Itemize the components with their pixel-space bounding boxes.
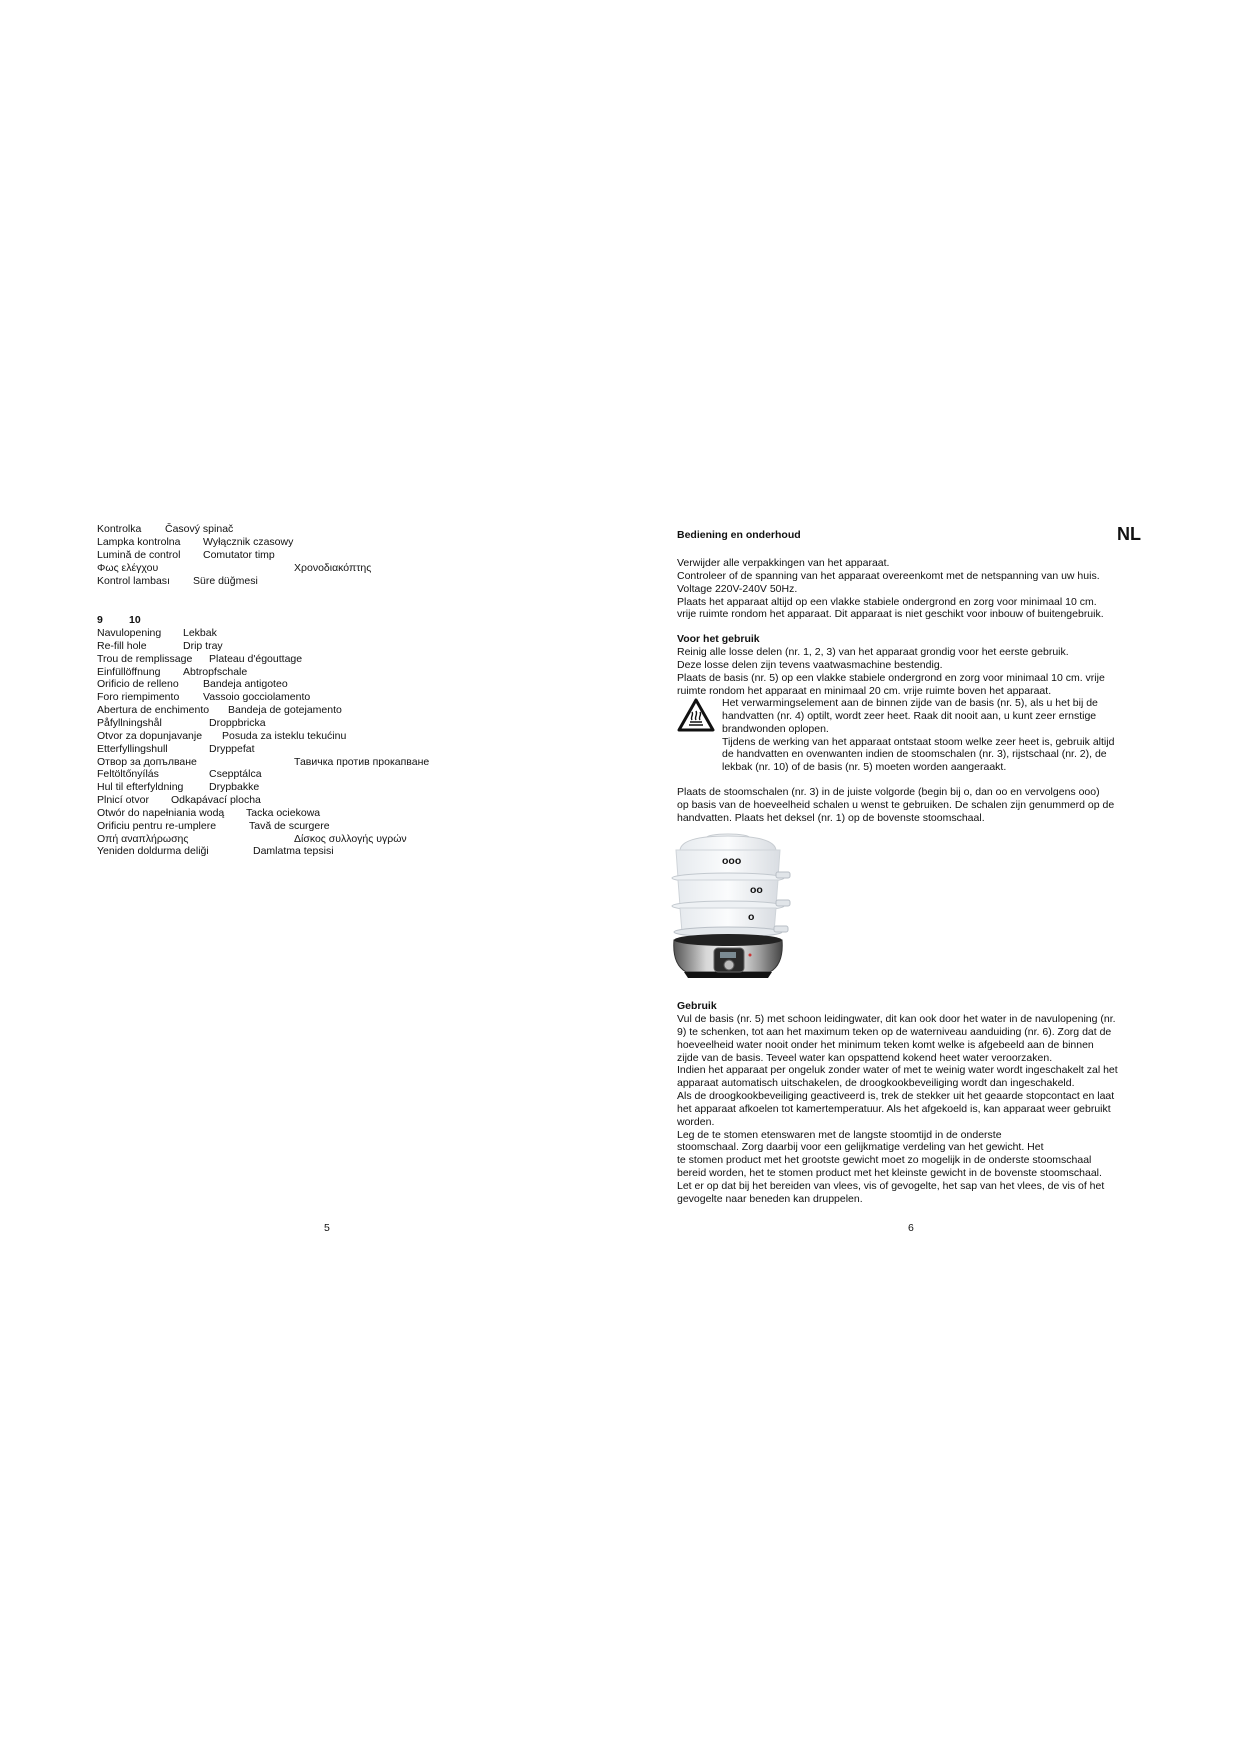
intro-paragraph	[677, 557, 1104, 621]
text-line: zijde van de basis. Teveel water kan opspattend kokend heet water veroorzaken.	[677, 1051, 1053, 1064]
part-name: Süre düğmesi	[193, 575, 258, 587]
part-name: Vassoio gocciolamento	[203, 691, 311, 704]
part-name: Påfyllningshål	[97, 716, 162, 729]
parts-columns-header	[97, 614, 197, 627]
section-title: Bediening en onderhoud	[677, 529, 801, 541]
part-name: Odkapávací plocha	[171, 794, 261, 807]
part-name: Einfüllöffnung	[97, 665, 161, 678]
column-number: 9	[97, 614, 103, 626]
text-line: brandwonden oplopen.	[722, 722, 829, 735]
warning-hot-surface-icon	[677, 698, 715, 732]
part-name: Plnicí otvor	[97, 794, 149, 807]
part-name: Drip tray	[183, 639, 223, 652]
part-name: Dryppefat	[209, 742, 255, 755]
text-line: de handvatten en ovenwanten indien de stoomschalen (nr. 3), rijstschaal (nr. 2), de	[722, 748, 1107, 761]
text-line: op basis van de hoeveelheid schalen u wenst te gebruiken. De schalen zijn genummerd op de	[677, 798, 1115, 811]
part-name: Tavă de scurgere	[249, 819, 330, 832]
part-name: Časový spinač	[165, 523, 234, 535]
part-name: Plateau d'égouttage	[209, 652, 303, 665]
part-name: Тавичка против прокапване	[294, 755, 430, 768]
before-use-heading: Voor het gebruik	[677, 633, 760, 645]
parts-list	[97, 627, 497, 857]
part-name: Lekbak	[183, 627, 217, 639]
text-line: Plaats het apparaat altijd op een vlakke stabiele ondergrond en zorg voor minimaal 10 cm.	[677, 595, 1097, 608]
part-name: Orificio de relleno	[97, 678, 179, 691]
part-name: Tacka ociekowa	[246, 806, 321, 819]
tray-label-middle: oo	[750, 884, 763, 896]
use-heading: Gebruik	[677, 1000, 717, 1012]
part-name: Orificiu pentru re-umplere	[97, 819, 217, 832]
text-line: gevogelte naar beneden kan druppelen.	[677, 1192, 863, 1205]
part-name: Wyłącznik czasowy	[203, 536, 294, 548]
part-name: Abtropfschale	[183, 665, 248, 678]
part-name: Foro riempimento	[97, 691, 180, 704]
page-number: 5	[324, 1222, 330, 1234]
text-line: lekbak (nr. 10) of de basis (nr. 5) moeten worden aangeraakt.	[722, 761, 1007, 774]
part-name: Droppbricka	[209, 716, 266, 729]
part-name: Abertura de enchimento	[97, 704, 210, 717]
text-line: Plaats de basis (nr. 5) op een vlakke stabiele ondergrond en zorg voor minimaal 10 cm. vrije	[677, 671, 1105, 684]
warning-paragraph	[722, 697, 1114, 774]
text-line: handvatten (nr. 4) optilt, wordt zeer heet. Raak dit nooit aan, u kunt zeer ernstige	[722, 709, 1097, 722]
part-name: Posuda za isteklu tekućinu	[222, 729, 347, 742]
part-name: Comutator timp	[203, 549, 275, 561]
part-name: Csepptálca	[209, 768, 262, 781]
text-line: handvatten. Plaats het deksel (nr. 1) op de bovenste stoomschaal.	[677, 811, 985, 824]
text-line: Vul de basis (nr. 5) met schoon leidingwater, dit kan ook door het water in de navulopening (nr.	[677, 1013, 1116, 1025]
text-line: Verwijder alle verpakkingen van het apparaat.	[677, 557, 890, 569]
part-name: Δίσκος συλλογής υγρών	[294, 832, 407, 845]
part-name: Hul til efterfyldning	[97, 781, 184, 794]
part-name: Otwór do napełniania wodą	[97, 806, 225, 819]
text-line: Deze losse delen zijn tevens vaatwasmachine bestendig.	[677, 658, 943, 671]
part-name: Отвор за допълване	[97, 755, 197, 768]
part-name: Kontrol lambası	[97, 575, 170, 587]
part-name: Lumină de control	[97, 549, 181, 561]
text-line: Leg de te stomen etenswaren met de langste stoomtijd in de onderste	[677, 1128, 1002, 1141]
text-line: ruimte rondom het apparaat en minimaal 20 cm. vrije ruimte boven het apparaat.	[677, 684, 1052, 697]
part-name: Οπή αναπλήρωσης	[97, 832, 189, 845]
text-line: Voltage 220V-240V 50Hz.	[677, 582, 798, 595]
steamer-drawing	[670, 828, 810, 998]
text-line: Als de droogkookbeveiliging geactiveerd is, trek de stekker uit het geaarde stopcontact en laat	[677, 1090, 1115, 1103]
text-line: Reinig alle losse delen (nr. 1, 2, 3) van het apparaat grondig voor het eerste gebruik.	[677, 646, 1069, 658]
text-line: 9) te schenken, tot aan het maximum teken op de waterniveau aanduiding (nr. 6). Zorg dat de	[677, 1025, 1112, 1038]
part-name: Bandeja de gotejamento	[228, 704, 342, 717]
parts-list-top	[97, 523, 497, 589]
part-name: Yeniden doldurma deliği	[97, 845, 209, 858]
column-number: 10	[129, 614, 141, 626]
text-line: Plaats de stoomschalen (nr. 3) in de juiste volgorde (begin bij o, dan oo en vervolgens ooo)	[677, 786, 1100, 798]
tray-label-bottom: o	[748, 911, 755, 923]
text-line: te stomen product met het grootste gewicht moet zo mogelijk in de onderste stoomschaal	[677, 1154, 1092, 1167]
part-name: Kontrolka	[97, 523, 142, 535]
part-name: Navulopening	[97, 627, 162, 639]
language-code: NL	[1117, 524, 1141, 544]
use-paragraph	[677, 1013, 1118, 1206]
part-name: Χρονοδιακόπτης	[294, 562, 372, 574]
part-name: Etterfyllingshull	[97, 742, 168, 755]
before-use-paragraph	[677, 646, 1105, 697]
text-line: stoomschaal. Zorg daarbij voor een gelijkmatige verdeling van het gewicht. Het	[677, 1141, 1044, 1154]
part-name: Damlatma tepsisi	[253, 845, 334, 858]
text-line: Controleer of de spanning van het apparaat overeenkomt met de netspanning van uw huis.	[677, 569, 1100, 582]
food-steamer-image	[670, 828, 810, 998]
text-line: het apparaat afkoelen tot kamertemperatuur. Als het afgekoeld is, kan apparaat weer gebruikt	[677, 1102, 1111, 1115]
part-name: Drypbakke	[209, 781, 260, 794]
part-name: Φως ελέγχου	[97, 562, 159, 574]
text-line: apparaat automatisch uitschakelen, de droogkookbeveiliging wordt dan ingeschakeld.	[677, 1077, 1075, 1090]
text-line: Indien het apparaat per ongeluk zonder water of met te weinig water wordt ingeschakelt zal het	[677, 1064, 1118, 1077]
placement-paragraph	[677, 786, 1114, 825]
part-name: Otvor za dopunjavanje	[97, 729, 203, 742]
text-line: worden.	[677, 1115, 715, 1128]
tray-label-top: ooo	[722, 855, 742, 867]
page-number: 6	[908, 1222, 914, 1234]
part-name: Trou de remplissage	[97, 652, 193, 665]
part-name: Feltöltőnyílás	[97, 768, 159, 781]
part-name: Bandeja antigoteo	[203, 678, 288, 691]
text-line: Let er op dat bij het bereiden van vlees, vis of gevogelte, het sap van het vlees, de vis of het	[677, 1179, 1105, 1192]
text-line: hoeveelheid water nooit onder het minimum teken komt welke is afgebeeld aan de binnen	[677, 1038, 1094, 1051]
part-name: Re-fill hole	[97, 639, 147, 652]
text-line: Tijdens de werking van het apparaat ontstaat stoom welke zeer heet is, gebruik altijd	[722, 735, 1115, 748]
text-line: bereid worden, het te stomen product met het kleinste gewicht in de bovenste stoomschaal.	[677, 1167, 1102, 1180]
part-name: Lampka kontrolna	[97, 536, 181, 548]
text-line: Het verwarmingselement aan de binnen zijde van de basis (nr. 5), als u het bij de	[722, 697, 1098, 709]
text-line: vrije ruimte rondom het apparaat. Dit apparaat is niet geschikt voor inbouw of buitengebruik.	[677, 608, 1104, 621]
